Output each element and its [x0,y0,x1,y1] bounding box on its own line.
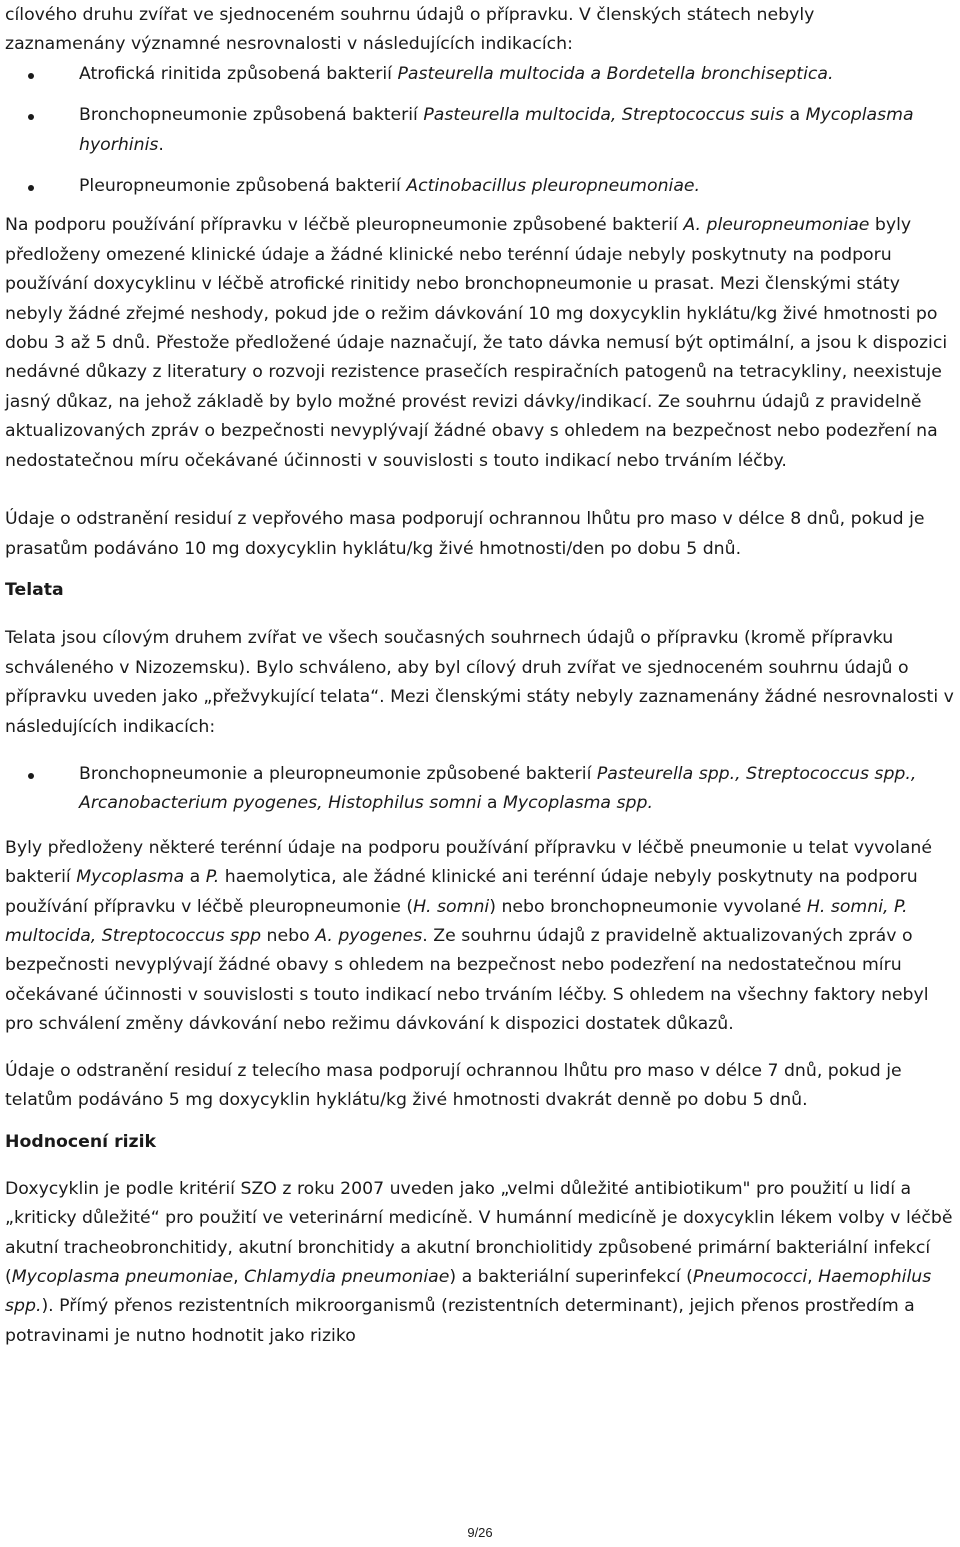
risk-assessment-paragraph: Doxycyklin je podle kritérií SZO z roku 2007 uveden jako „velmi důležité antibiotikum" pro použití u lidí a „kriticky důležité“ pro použití ve veterinární medicíně. V humánní medicíně je doxycyklin lékem volby v léčbě akutní tracheobronchitidy, akutní bronchitidy a akutní bronchiolitidy způsobené primární bakteriální infekcí (Mycoplasma pneumoniae, Chlamydia pneumoniae) a bakteriální superinfekcí (Pneumococci, Haemophilus spp.). Přímý přenos rezistentních mikroorganismů (rezistentních determinant), jejich přenos prostředím a potravinami je nutno hodnotit jako riziko [5,1178,953,1346]
intro-line-1: cílového druhu zvířat ve sjednoceném souhrnu údajů o přípravku. V členských státech nebyly [5,5,815,25]
bullet-icon [28,114,34,120]
list-item: Bronchopneumonie způsobená bakterií Pasteurella multocida, Streptococcus suis a Mycoplasma hyorhinis. [5,101,955,160]
intro-paragraph [5,1,955,60]
list-item: Pleuropneumonie způsobená bakterií Actinobacillus pleuropneumoniae. [5,172,955,201]
list-item: Atrofická rinitida způsobená bakterií Pasteurella multocida a Bordetella bronchiseptica. [5,60,955,89]
swine-residues-paragraph: Údaje o odstranění residuí z vepřového masa podporují ochrannou lhůtu pro maso v délce 8 dnů, pokud je prasatům podáváno 10 mg doxycyklin hyklátu/kg živé hmotnosti/den po dobu 5 dnů. [5,509,925,559]
bullet-icon [28,185,34,191]
bullet-icon [28,773,34,779]
document-page [5,0,955,1351]
calves-indications-list [5,760,955,819]
page-number: 9/26 [467,1525,493,1540]
intro-line-2: zaznamenány významné nesrovnalosti v následujících indikacích: [5,34,573,55]
calves-heading: Telata [5,579,64,600]
swine-indications-list [5,60,955,202]
risk-assessment-heading: Hodnocení rizik [5,1132,157,1153]
calves-residues-paragraph: Údaje o odstranění residuí z telecího masa podporují ochrannou lhůtu pro maso v délce 7 dnů, pokud je telatům podáváno 5 mg doxycyklin hyklátu/kg živé hmotnosti dvakrát denně po dobu 5 dnů. [5,1060,902,1110]
calves-efficacy-paragraph: Byly předloženy některé terénní údaje na podporu používání přípravku v léčbě pneumonie u telat vyvolané bakterií Mycoplasma a P. haemolytica, ale žádné klinické ani terénní údaje nebyly poskytnuty na podporu používání přípravku v léčbě pleuropneumonie (H. somni) nebo bronchopneumonie vyvolané H. somni, P. multocida, Streptococcus spp nebo A. pyogenes. Ze souhrnu údajů z pravidelně aktualizovaných zpráv o bezpečnosti nevyplývají žádné obavy s ohledem na bezpečnost nebo podezření na nedostatečnou míru očekávané účinnosti v souvislosti s touto indikací nebo trváním léčby. S ohledem na všechny faktory nebyl pro schválení změny dávkování nebo režimu dávkování k dispozici dostatek důkazů. [5,837,932,1035]
bullet-icon [28,73,34,79]
swine-efficacy-paragraph: Na podporu používání přípravku v léčbě pleuropneumonie způsobené bakterií A. pleuropneumoniae byly předloženy omezené klinické údaje a žádné klinické nebo terénní údaje nebyly poskytnuty na podporu používání doxycyklinu v léčbě atrofické rinitidy nebo bronchopneumonie u prasat. Mezi členskými státy nebyly žádné zřejmé neshody, pokud jde o režim dávkování 10 mg doxycyklin hyklátu/kg živé hmotnosti po dobu 3 až 5 dnů. Přestože předložené údaje naznačují, že tato dávka nemusí být optimální, a jsou k dispozici nedávné důkazy z literatury o rozvoji rezistence prasečích respiračních patogenů na tetracykliny, neexistuje jasný důkaz, na jehož základě by bylo možné provést revizi dávky/indikací. Ze souhrnu údajů z pravidelně aktualizovaných zpráv o bezpečnosti nevyplývají žádné obavy s ohledem na bezpečnost nebo podezření na nedostatečnou míru očekávané účinnosti v souvislosti s touto indikací nebo trváním léčby. [5,215,948,471]
list-item: Bronchopneumonie a pleuropneumonie způsobené bakterií Pasteurella spp., Streptococcus spp., Arcanobacterium pyogenes, Histophilus somni a Mycoplasma spp. [5,760,955,819]
calves-intro-paragraph: Telata jsou cílovým druhem zvířat ve všech současných souhrnech údajů o přípravku (kromě přípravku schváleného v Nizozemsku). Bylo schváleno, aby byl cílový druh zvířat ve sjednoceném souhrnu údajů o přípravku uveden jako „přežvykující telata“. Mezi členskými státy nebyly zaznamenány žádné nesrovnalosti v následujících indikacích: [5,628,954,737]
